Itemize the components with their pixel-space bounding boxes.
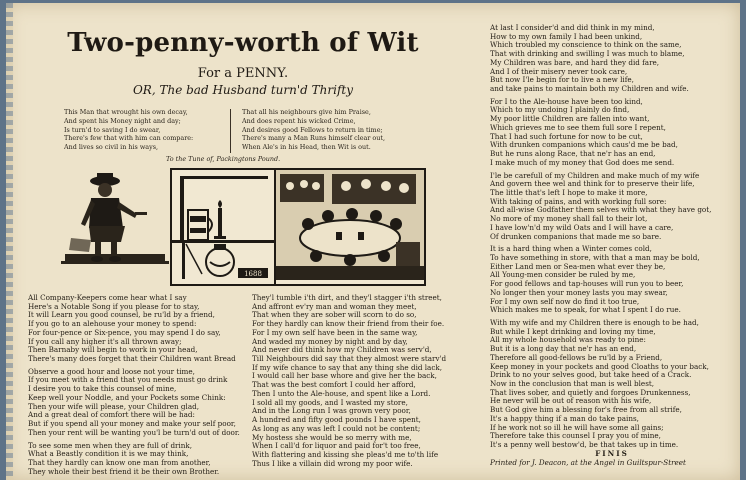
verse-line: I desire you to take this counsel of mine, [28, 385, 177, 394]
verse-line: For they hardly can know their friend from their foe. [252, 320, 445, 329]
verse-line: The little that's left I hope to make it more, [490, 188, 648, 197]
verse-line: That lives sober, and quietly and forgoes Drunkenness, [490, 388, 691, 397]
torn-left-edge [6, 3, 13, 480]
woodcut-table-tankard [170, 168, 276, 286]
intro-line: And spent his Money night and day; [64, 116, 181, 125]
verse-line: I have low'n'd my wild Oats and I will have a care, [490, 223, 674, 232]
verse-line: But he runs along Race, that ne'r has an end, [490, 150, 656, 159]
verse-line: Which to my undoing I plainly do find, [490, 106, 630, 115]
verse-line: No longer then your money lasts you may swear, [490, 288, 668, 297]
verse-line: Till Neighbours did say that they almost were starv'd [252, 355, 447, 364]
verse-line: I'le be carefull of my Children and make much of my wife [490, 171, 700, 180]
verse-line: If he work not so ill he will have some all gains; [490, 423, 664, 432]
subtitle-bad-husband: OR, The bad Husband turn'd Thrifty [132, 83, 354, 97]
verse-line: With flattering and kissing she pleas'd me to'th life [252, 450, 439, 459]
verse-line: Then I unto the Ale-house, and spent like a Lord. [252, 389, 431, 398]
verse-line: For good fellows and tap-houses will run you to beer, [490, 280, 684, 289]
ballad-column-1 [28, 294, 248, 480]
verse-line: And in the Long run I was grown very poor, [252, 407, 411, 416]
verse-line: But while I kept drinking and loving my time, [490, 327, 656, 336]
tune-line: To the Tune of, Packingtons Pound. [166, 155, 281, 163]
intro-line: There's many a Man Runs himself clear out, [242, 134, 385, 143]
verse-line: Then your wife will please, your Children glad, [28, 402, 199, 411]
verse-line: Which troubled my conscience to think on the same, [490, 41, 682, 50]
verse-line: Therefore take this counsel I pray you of mine, [490, 432, 661, 441]
verse-line: If you go to an alehouse your money to spend: [28, 320, 197, 329]
intro-verse-right [242, 108, 412, 152]
intro-line: Is turn'd to saving I do swear, [64, 125, 161, 134]
verse-line: Of drunken companions that made me so bare. [490, 232, 662, 241]
verse-line: It's a happy thing if a man do take pains, [490, 414, 639, 423]
woodcut-tavern-scene [274, 168, 426, 286]
verse-line: And a great deal of comfort there will be had: [28, 411, 195, 420]
verse-line: What a Beastly condition it is we may think, [28, 450, 189, 459]
verse-line: No more of my money shall fall to their lot, [490, 215, 648, 224]
verse-line: That with drinking and swilling I was much to blame, [490, 50, 685, 59]
verse-line: Thus I like a villain did wrong my poor wife. [252, 459, 413, 468]
verse-line: With my wife and my Children there is enough to be had, [490, 319, 699, 327]
verse-line: And govern thee wel and think for to preserve their life, [490, 180, 695, 189]
verse-line: That they hardly can know one man from another, [28, 458, 211, 467]
verse-line: My hostess she would be so merry with me, [252, 433, 412, 442]
verse-line: A hundred and fifty good pounds I have spent, [252, 416, 421, 425]
verse-line: I would call her base whore and give her the back, [252, 372, 437, 381]
intro-line: And lives so civil in his ways, [64, 143, 159, 152]
verse-line: Observe a good hour and loose not your time, [28, 367, 195, 376]
verse-line: For I to the Ale-house have been too kind, [490, 97, 643, 106]
verse-line: When I call'd for liquor and paid for't too free, [252, 442, 421, 451]
verse-line: If you meet with a friend that you needs must go drink [28, 376, 228, 385]
intro-line: And does repent his wicked Crime, [242, 116, 356, 125]
intro-line: This Man that wrought his own decay, [64, 108, 188, 116]
verse-line: There's many does forget that their Children want Bread [28, 355, 236, 364]
verse-line: But now I'le begin for to live a new life, [490, 76, 634, 85]
intro-divider [230, 109, 231, 153]
intro-line: When Ale's in his Head, then Wit is out. [242, 143, 371, 152]
verse-line: Keep well your Noddle, and your Pockets some Chink: [28, 393, 226, 402]
verse-line: At last I consider'd and did think in my mind, [490, 24, 655, 32]
verse-line: I make much of my money that God does me send. [490, 158, 675, 167]
verse-line: And all-wise Godfather them selves with what they have got, [490, 206, 712, 215]
printer-imprint: Printed for J. Deacon, at the Angel in Guiltspur-Street [490, 458, 686, 467]
verse-line: I sold all my goods, and I wasted my store, [252, 398, 408, 407]
intro-verse-left [64, 108, 234, 152]
verse-line: For I my own self have been in the same way, [252, 328, 418, 337]
verse-line: To have something in store, with that a man may be bold, [490, 253, 700, 262]
verse-line: And waded my money by night and by day, [252, 337, 408, 346]
verse-line: As long as any was left I could not be content; [252, 424, 421, 433]
verse-line: And never did think how my Children was serv'd, [252, 346, 432, 355]
verse-line: It will Learn you good counsel, be ru'ld by a friend, [28, 311, 215, 320]
verse-line: Which grieves me to see them full sore I repent, [490, 123, 666, 132]
verse-line: That I had such fortune for now to be cut, [490, 132, 643, 141]
subtitle-for-a-penny: For a PENNY. [197, 66, 289, 81]
verse-line: All Young-men consider be ruled by me, [490, 271, 636, 280]
verse-line: All Company-Keepers come hear what I say [28, 294, 187, 302]
verse-line: Then your rent will be wanting you'l be turn'd out of door. [28, 428, 240, 437]
verse-line: Therefore all good-fellows be ru'ld by a Friend, [490, 353, 663, 362]
broadside-sheet [6, 3, 740, 480]
verse-line: Either Land men or Sea-men what ever they be, [490, 262, 666, 271]
verse-line: Here's a Notable Song if you please for to stay, [28, 302, 200, 311]
verse-line: For I my own self now do find it too true, [490, 297, 640, 306]
intro-line: That all his neighbours give him Praise, [242, 108, 371, 116]
verse-line: Drink to no your selves good, but take heed of a Crack. [490, 371, 692, 380]
verse-line: If you call any higher it's all thrown away; [28, 337, 182, 346]
verse-line: He never will be out of reason with his wife, [490, 397, 652, 406]
verse-line: Now in the conclusion that man is well blest, [490, 380, 655, 389]
verse-line: Then Barnaby will begin to work in your head, [28, 346, 198, 355]
verse-line: And I of their misery never took care, [490, 67, 628, 76]
woodcut-man-figure [61, 168, 169, 282]
verse-line: With drunken companions which caus'd me be bad, [490, 141, 678, 150]
verse-line: Keep money in your pockets and good Cloaths to your back, [490, 362, 709, 371]
verse-line: and take pains to maintain both my Children and wife. [490, 85, 689, 94]
verse-line: Which makes me to speak, for what I spent I do rue. [490, 306, 681, 315]
ballad-column-2 [252, 294, 478, 480]
verse-line: How to my own family I had been unkind, [490, 32, 643, 41]
verse-line: And affront ev'ry man and woman they meet, [252, 302, 417, 311]
verse-line: But if you spend all your money and make your self poor, [28, 420, 236, 429]
ballad-column-3 [490, 24, 734, 480]
intro-line: And desires good Fellows to return in time; [242, 125, 383, 134]
verse-line: They'l tumble i'th dirt, and they'l stagger i'th street, [252, 294, 442, 302]
verse-line: All my whole household was ready to pine: [490, 336, 646, 345]
verse-line: They whole their best friend it be their own Brother. [28, 467, 220, 476]
intro-line: There's few that with him can compare: [64, 134, 194, 143]
woodcut-date: 1688 [244, 270, 262, 278]
verse-line: To see some men when they are full of drink, [28, 441, 193, 450]
verse-line: But God give him a blessing for's free from all strife, [490, 406, 682, 415]
verse-line: With taking of pains, and with working full sore: [490, 197, 667, 206]
ballad-title: Two-penny-worth of Wit [67, 28, 419, 58]
verse-line: My Children was bare, and hard they did fare, [490, 58, 660, 67]
verse-line: For four-pence or Six-pence, you may spend I do say, [28, 328, 221, 337]
verse-line: It's a penny well bestow'd, be that takes up in time. [490, 441, 679, 450]
verse-line: That was the best comfort I could her afford, [252, 381, 416, 390]
verse-line: That when they are sober will scorn to do so, [252, 311, 417, 320]
finis-mark: FINIS [595, 449, 629, 458]
verse-line: But it is a long day that ne'r has an end, [490, 345, 637, 354]
verse-line: It is a hard thing when a Winter comes cold, [490, 245, 652, 254]
verse-line: If my wife chance to say that any thing she did lack, [252, 363, 443, 372]
verse-line: My poor little Children are fallen into want, [490, 115, 650, 124]
